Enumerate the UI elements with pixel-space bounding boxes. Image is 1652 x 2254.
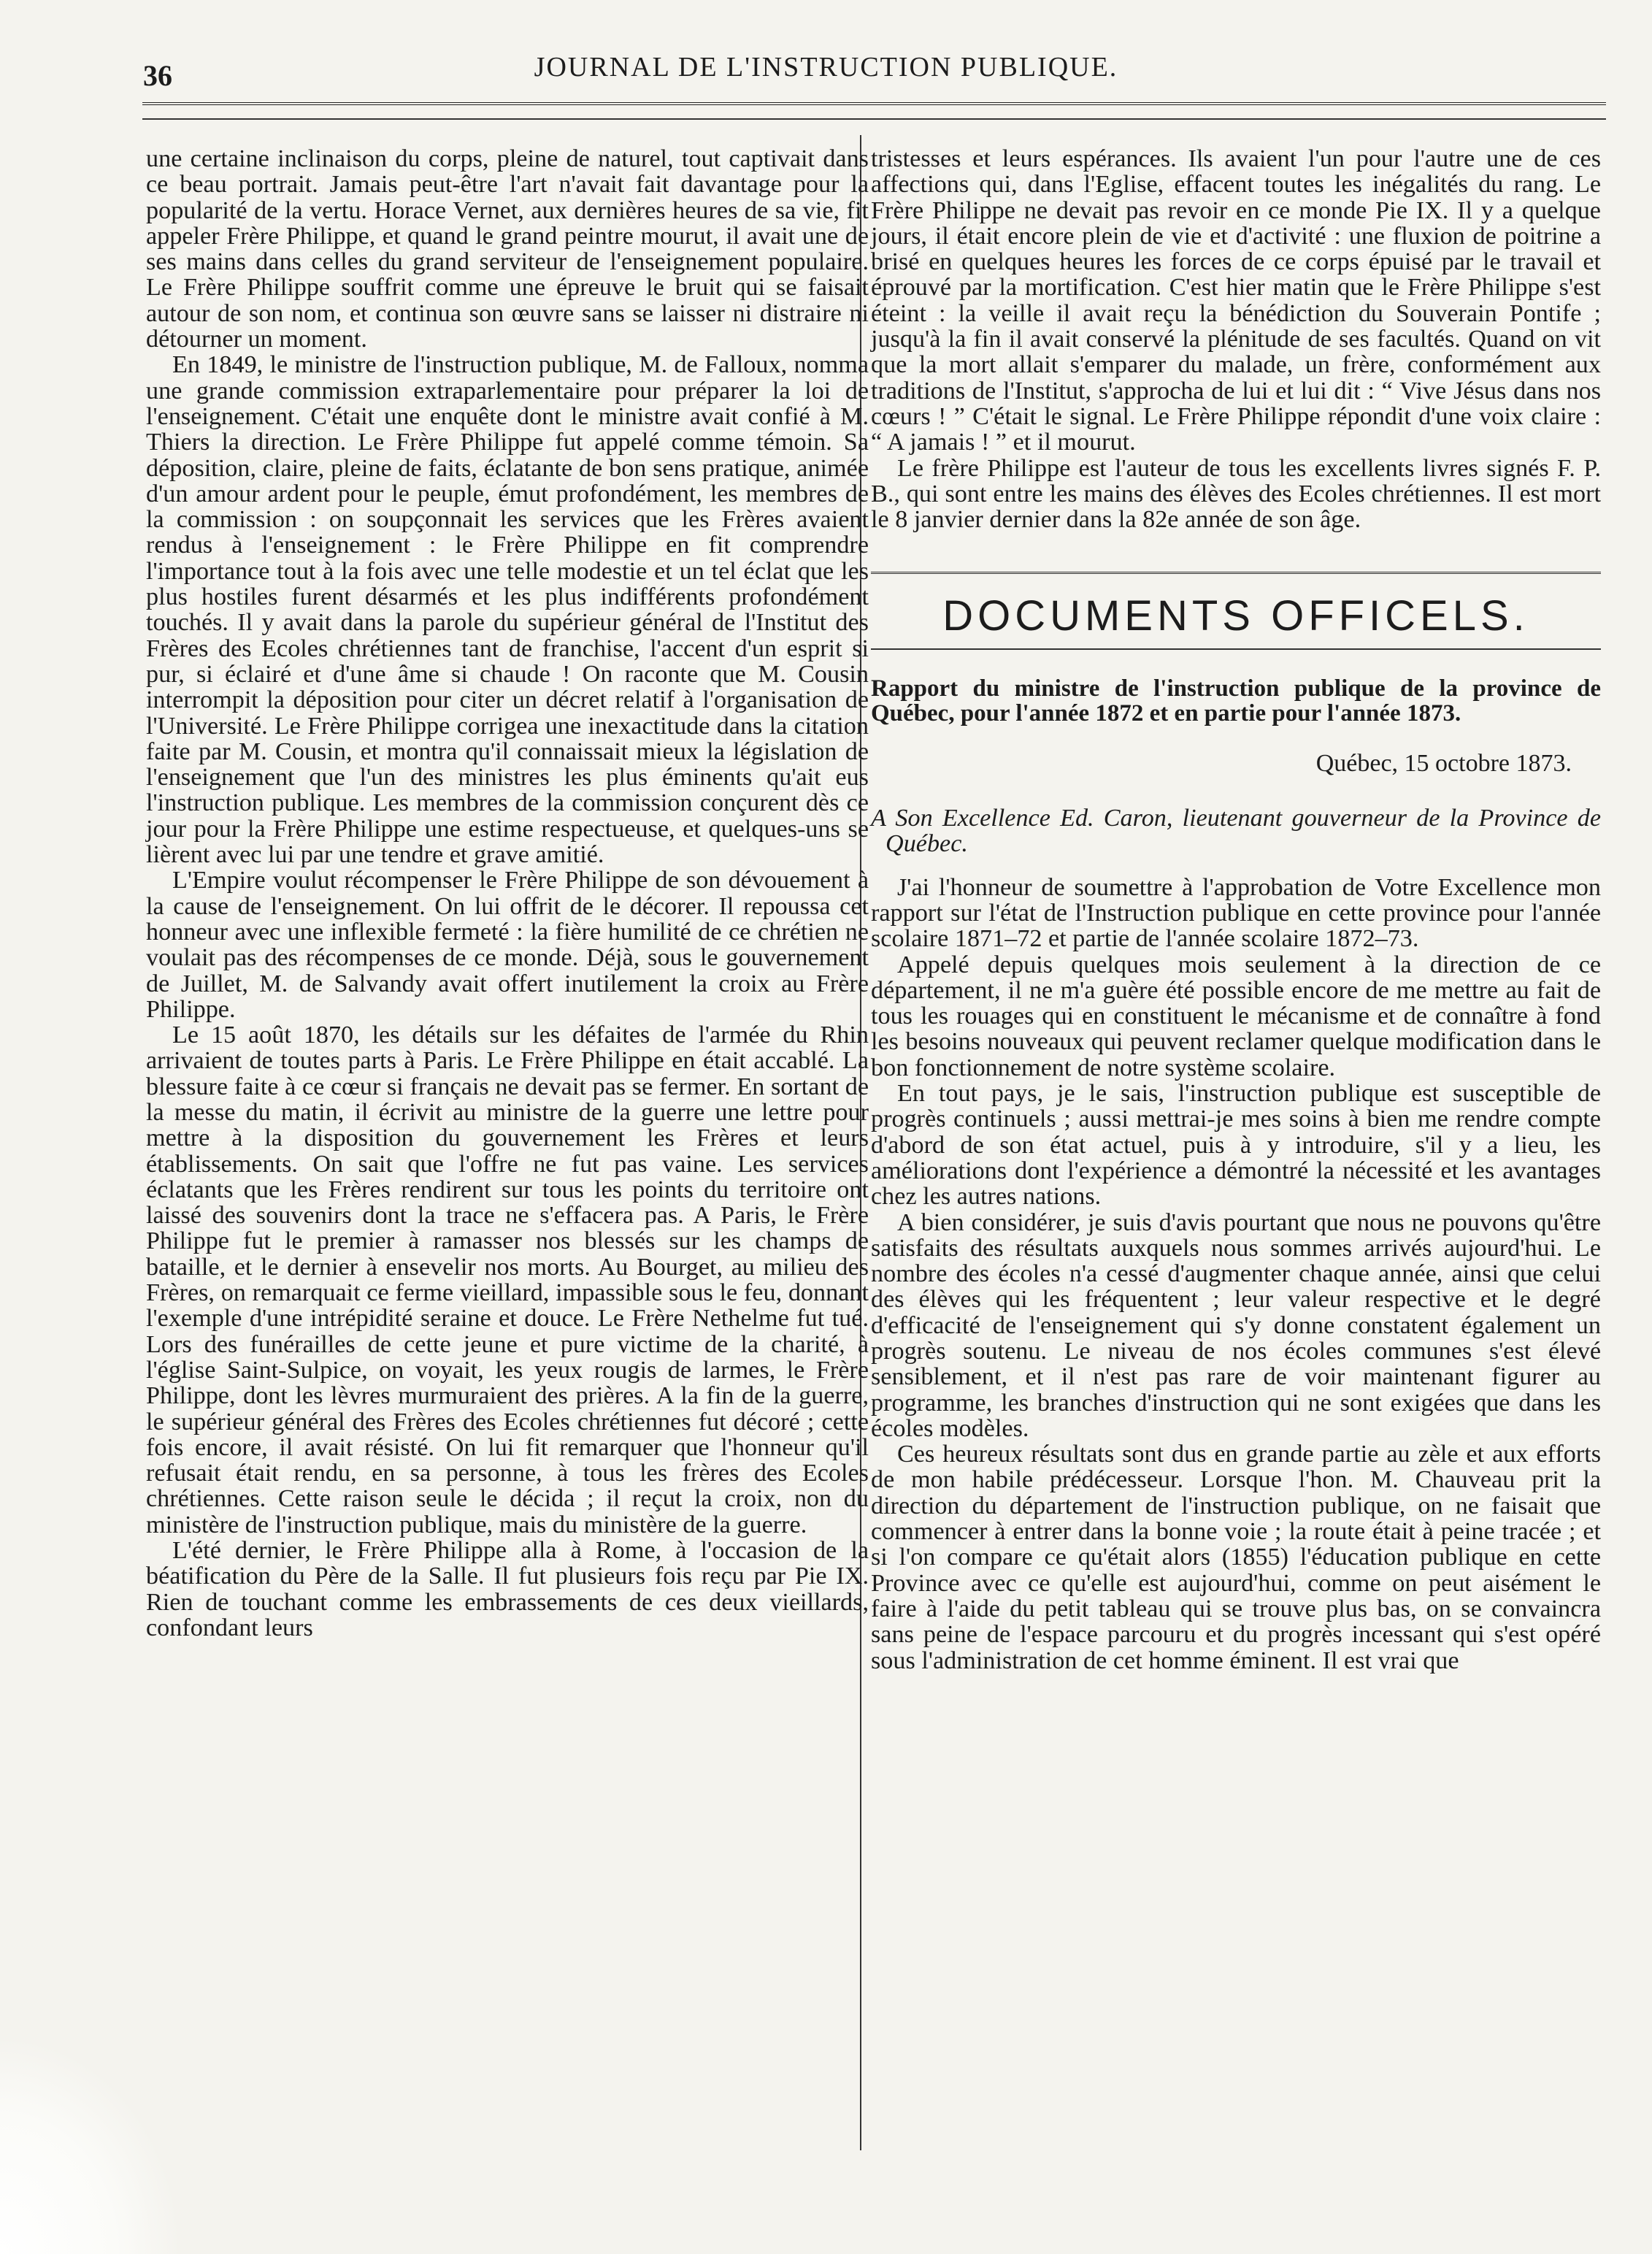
paragraph: tristesses et leurs espérances. Ils avaient l'un pour l'autre une de ces affections qui, dans l'Eglise, effacent toutes les inégalités du rang. Le Frère Philippe ne devait pas revoir en ce monde Pie IX. Il y a quelque jours, il était encore plein de vie et d'activité : une fluxion de poitrine a brisé en quelques heures les forces de ce corps épuisé par le travail et éprouvé par la mortification. C'est hier matin que le Frère Philippe s'est éteint : la veille il avait reçu la bénédiction du Souverain Pontife ; jusqu'à la fin il avait conservé la plénitude de ses facultés. Quand on vit que la mort allait s'emparer du malade, un frère, conformément aux traditions de l'Institut, s'approcha de lui et lui dit : “ Vive Jésus dans nos cœurs ! ” C'était le signal. Le Frère Philippe répondit d'une voix claire : “ A jamais ! ” et il mourut. — [871, 145, 1601, 456]
paragraph: L'été dernier, le Frère Philippe alla à Rome, à l'occasion de la béatification du Père de la Salle. Il fut plusieurs fois reçu par Pie IX. Rien de touchant comme les embrassements de ces deux vieillards, confondant leurs — [146, 1537, 869, 1641]
paragraph: A bien considérer, je suis d'avis pourtant que nous ne pouvons qu'être satisfaits des résultats auxquels nous sommes arrivés aujourd'hui. Le nombre des écoles n'a cessé d'augmenter chaque année, ainsi que celui des élèves qui les fréquentent ; leur valeur respective et le degré d'efficacité de l'enseignement qui s'y donne constatent également un progrès soutenu. Le niveau de nos écoles communes s'est élevé sensiblement, et il n'est pas rare de voir maintenant figurer au programme, les branches d'instruction qui ne sont exigées que dans les écoles modèles. — [871, 1208, 1601, 1442]
section-rule-lower — [871, 648, 1601, 650]
paragraph: En tout pays, je le sais, l'instruction publique est susceptible de progrès continuels ; aussi mettrai-je mes soins à bien me rendre compte d'abord de son état actuel, puis à y introduire, s'il y a lieu, les améliorations dont l'expérience a démontré la nécessité et les avantages chez les autres nations. — [871, 1080, 1601, 1211]
paragraph: Ces heureux résultats sont dus en grande partie au zèle et aux efforts de mon habile prédécesseur. Lorsque l'hon. M. Chauveau prit la direction du département de l'instruction publique, on ne faisait que commencer à entrer dans la bonne voie ; la route était à peine tracée ; et si l'on compare ce qu'était alors (1855) l'éducation publique en cette Province avec ce qu'elle est aujourd'hui, comme on peut aisément le faire à l'aide du petit tableau qui se trouve plus bas, on se convaincra sans peine de l'espace parcouru et du progrès incessant qui s'est opéré sous l'administration de cet homme éminent. Il est vrai que — [871, 1441, 1601, 1674]
paragraph: Le 15 août 1870, les détails sur les défaites de l'armée du Rhin arrivaient de toutes parts à Paris. Le Frère Philippe en était accablé. La blessure faite à ce cœur si français ne devait pas se fermer. En sortant de la messe du matin, il écrivit au ministre de la guerre une lettre pour mettre à la disposition du gouvernement les Frères et leurs établissements. On sait que l'offre ne fut pas vaine. Les services éclatants que les Frères rendirent sur tous les points du territoire ont laissé des souvenirs dont la trace ne s'effacera pas. A Paris, le Frère Philippe fut le premier à ramasser nos blessés sur les champs de bataille, et le dernier à ensevelir nos morts. Au Bourget, au milieu des Frères, on remarquait ce ferme vieillard, impassible sous le feu, donnant l'exemple d'une intrépidité seraine et douce. Le Frère Nethelme fut tué. Lors des funérailles de cette jeune et pure victime de la charité, à l'église Saint-Sulpice, on voyait, les yeux rougis de larmes, le Frère Philippe, dont les lèvres murmuraient des prières. A la fin de la guerre, le supérieur général des Frères des Ecoles chrétiennes fut décoré ; cette fois encore, il avait résisté. On lui fit remarquer que l'honneur qu'il refusait était rendu, en sa personne, à tous les frères des Ecoles chrétiennes. Cette raison seule le décida ; il reçut la croix, non du ministère de l'instruction publique, mais du ministère de la guerre. — [146, 1021, 869, 1538]
left-column — [146, 146, 869, 1641]
header-rule — [142, 102, 1606, 105]
document-date: Québec, 15 octobre 1873. — [1315, 749, 1572, 777]
running-head: JOURNAL DE L'INSTRUCTION PUBLIQUE. — [534, 52, 1118, 83]
paragraph: Appelé depuis quelques mois seulement à la direction de ce département, il ne m'a guère été possible encore de me mettre au fait de tous les rouages qui en constituent le mécanisme et de connaître à fond les besoins nouveaux qui peuvent reclamer quelque modification dans le bon fonctionnement de notre système scolaire. — [871, 951, 1601, 1081]
scan-torn-corner — [0, 2035, 183, 2254]
page-number: 36 — [143, 59, 172, 92]
document-heading: Rapport du ministre de l'instruction publique de la province de Québec, pour l'année 1872 et en partie pour l'année 1873. — [871, 675, 1601, 727]
paragraph: une certaine inclinaison du corps, pleine de naturel, tout captivait dans ce beau portrait. Jamais peut-être l'art n'avait fait davantage pour la popularité de la vertu. Horace Vernet, aux dernières heures de sa vie, fit appeler Frère Philippe, et quand le grand peintre mourut, il avait une de ses mains dans celles du grand serviteur de l'enseignement populaire. Le Frère Philippe souffrit comme une épreuve le bruit qui se faisait autour de son nom, et continua son œuvre sans se laisser ni distraire ni détourner un moment. — [146, 145, 869, 353]
paragraph: Le frère Philippe est l'auteur de tous les excellents livres signés F. P. B., qui sont entre les mains des élèves des Ecoles chrétiennes. Il est mort le 8 janvier dernier dans la 82e année de son âge. — [871, 454, 1601, 534]
paragraph: En 1849, le ministre de l'instruction publique, M. de Falloux, nomma une grande commission extraparlementaire pour préparer la loi de l'enseignement. C'était une enquête dont le ministre avait confié à M. Thiers la direction. Le Frère Philippe fut appelé comme témoin. Sa déposition, claire, pleine de faits, éclatante de bon sens pratique, animée d'un amour ardent pour le peuple, émut profondément, les membres de la commission : on soupçonnait les services que les Frères avaient rendus à l'enseignement : le Frère Philippe en fit comprendre l'importance tout à la fois avec une telle modestie et un tel éclat que les plus hostiles furent désarmés et les plus indifférents profondément touchés. Il y avait dans la parole du supérieur général de l'Institut des Frères des Ecoles chrétiennes tant de franchise, l'accent d'un esprit si pur, si éclairé et d'une âme si chaude ! On raconte que M. Cousin interrompit la déposition pour citer un décret relatif à l'organisation de l'Université. Le Frère Philippe corrigea une inexactitude dans la citation faite par M. Cousin, et montra qu'il connaissait mieux la législation de l'enseignement que l'un des ministres les plus éminents qu'ait eus l'instruction publique. Les membres de la commission conçurent dès ce jour pour la Frère Philippe une estime respectueuse, et quelques-uns se lièrent avec lui par une tendre et grave amitié. — [146, 351, 869, 869]
paragraph: L'Empire voulut récompenser le Frère Philippe de son dévouement à la cause de l'enseignement. On lui offrit de le décorer. Il repoussa cet honneur avec une inflexible fermeté : la fière humilité de ce chrétien ne voulait pas des récompenses de ce monde. Déjà, sous le gouvernement de Juillet, M. de Salvandy avait offert inutilement la croix au Frère Philippe. — [146, 867, 869, 1023]
document-address: A Son Excellence Ed. Caron, lieutenant gouverneur de la Province de Québec. — [871, 805, 1601, 858]
section-title: DOCUMENTS OFFICELS. — [942, 592, 1529, 640]
header-rule-lower — [142, 118, 1606, 120]
paragraph: J'ai l'honneur de soumettre à l'approbation de Votre Excellence mon rapport sur l'état de l'Instruction publique en cette province pour l'année scolaire 1871–72 et partie de l'année scolaire 1872–73. — [871, 873, 1601, 953]
section-rule — [871, 572, 1601, 574]
right-column — [871, 146, 1601, 1674]
